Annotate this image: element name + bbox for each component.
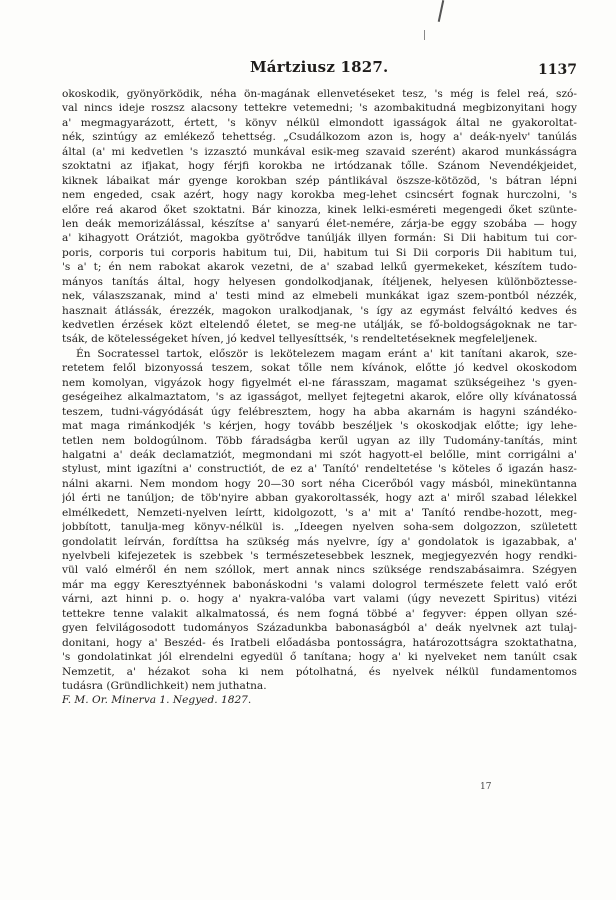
text-line: jól érti ne tanúljon; de töb'nyire abban gyakoroltassék, hogy azt a' miről szabad lélekkel — [62, 492, 577, 505]
text-line: okoskodik, gyönyörködik, néha ön-magának ellenvetéseket tesz, 's még is felel reá, szó- — [62, 88, 577, 100]
text-line: nálni akarni. Nem mondom hogy 20—30 sort néha Cicerőból vagy másból, mineküntanna — [62, 477, 577, 490]
text-line: donitani, hogy a' Beszéd- és Iratbeli előadásba pontosságra, határozottságra szoktathatna, — [62, 636, 577, 649]
text-line: stylust, mint igazítni a' constructiót, de ez a' Tanító' rendeltetése 's köteles ő igazán hasz- — [62, 463, 577, 476]
text-line: poris, corporis tui corporis habitum tui, Dii, habitum tui Si Dii corporis Dii habitum tui, — [62, 246, 577, 259]
signature-number: 17 — [480, 782, 492, 792]
text-line: kedvetlen érzések közt eltelendő életet, se meg-ne utálják, se fő-boldogságoknak ne tar- — [62, 319, 577, 331]
text-line: előre reá akarod őket szoktatni. Bár kinozza, kinek lelki-esméreti megengedi őket szünte- — [62, 203, 577, 216]
text-line: tsák, de kötelességeket híven, jó kedvel tellyesíttsék, 's rendeltetéseknek megfeleljenek. — [62, 333, 538, 346]
page-header — [0, 58, 616, 84]
text-line: által (a' mi kedvetlen 's izzasztó munkával esik-meg szavaid szerént) akarod munkásságra — [62, 145, 577, 158]
text-line: hasznait átlássák, érezzék, magokon uralkodjanak, 's így az egymást felváltó kedves és — [62, 304, 577, 317]
text-line: Nemzetit, a' hézakot soha ki nem pótolhatná, és nyelvek nélkül fundamentomos — [62, 665, 577, 678]
text-line: szoktatni az ifjakat, hogy férjfi korokba ne irtódzanak tőlle. Szánom Nevendékjeidet, — [62, 160, 577, 173]
text-line: 's a' t; én nem rabokat akarok vezetni, de a' szabad lelkű gyermekeket, készítem tudo- — [62, 261, 577, 274]
text-line: 's gondolatinkat jól elrendelni egyedül ő tanítana; hogy a' ki nyelveket nem tanúlt csak — [62, 651, 577, 664]
text-line: tudásra (Gründlichkeit) nem juthatna. — [62, 679, 267, 692]
text-line: Én Socratessel tartok, először is lekötelezem magam eránt a' kit tanítani akarok, sze- — [76, 347, 577, 360]
text-line: nék, szintúgy az emlékező tehettség. „Csudálkozom azon is, hogy a' deák-nyelv' tanúlás — [62, 131, 577, 144]
text-line: jobbított, tanulja-meg könyv-nélkül is. „Ideegen nyelven soha-sem dolgozzon, született — [62, 521, 577, 534]
text-line: gyen felvilágosodott tudományos Századunkba babonaságból a' deák nyelvnek azt tulaj- — [62, 622, 577, 635]
source-citation: F. M. Or. Minerva 1. Negyed. 1827. — [62, 694, 252, 707]
text-line: a' megmagyarázott, értett, 's könyv nélkül elmondott igasságok által ne gyakoroltat- — [62, 116, 577, 129]
text-line: geségeihez alkalmaztatom, 's az igasságot, mellyet fejtegetni akarok, előre olly kívánatossá — [62, 391, 577, 404]
text-line: nem komolyan, vigyázok hogy figyelmét el-ne fárasszam, magamat szükségeihez 's gyen- — [62, 376, 577, 389]
ink-mark — [424, 30, 425, 40]
page-title: Mártziusz 1827. — [250, 58, 389, 76]
text-line: retetem felől bizonyossá teszem, sokat tőlle nem kívánok, előtte jó kedvel okoskodom — [62, 362, 577, 375]
text-line: len deák memorizálással, készítse a' sanyarú élet-nemére, zárja-be eggy szobába — hogy — [62, 217, 577, 230]
text-line: nyelvbeli kifejezetek is szebbek 's természetesebbek lesznek, megjegyezvén hogy rendki- — [62, 550, 577, 562]
page-number: 1137 — [538, 62, 577, 78]
text-line: elmélkedett, Nemzeti-nyelven leírtt, kidolgozott, 's a' mit a' Tanító rendbe-hozott, meg- — [62, 506, 577, 519]
text-line: mányos tanítás által, hogy helyesen gondolkodjanak, ítéljenek, helyesen különböztesse- — [62, 275, 577, 288]
text-line: nek, válaszszanak, mind a' testi mind az elmebeli munkákat igaz szem-pontból nézzék, — [62, 290, 577, 303]
text-line: kiknek lábaikat már gyenge korokban szép pántlikával öszsze-kötözöd, 's bátran lépni — [62, 174, 577, 187]
text-line: val nincs ideje roszsz alacsony tettekre vetemedni; 's azombakitudná megbizonyitani hogy — [62, 102, 577, 115]
text-line: gondolatit leírván, fordíttsa ha szükség más nyelvre, így a' gondolatok is igazabbak, a' — [62, 535, 577, 548]
ink-mark — [438, 0, 445, 22]
text-line: várni, azt hinni p. o. hogy a' nyakra-valóba vart valami (úgy nevezett Spiritus) vitézi — [62, 593, 577, 606]
text-line: tettekre tenne valakit alkalmatossá, és nem fogná többé a' fegyver: éppen ollyan szé- — [62, 607, 577, 620]
text-line: már ma eggy Keresztyénnek babonáskodni 's valami dologrol természete felett való erőt — [62, 578, 577, 591]
text-line: tetlen nem boldogúlnom. Több fáradságba kerűl ugyan az illy Tudomány-tanítás, mint — [62, 434, 577, 447]
text-line: nem engeded, csak azért, hogy nagy korokba meg-lehet csincsért fognak hurczolni, 's — [62, 189, 577, 202]
text-line: halgatni a' deák declamatziót, megmondani mi szót hagyott-el belőlle, mint corrigálni a' — [62, 448, 577, 461]
body-text — [62, 87, 577, 708]
text-line: mat maga rimánkodjék 's kérjen, hogy tovább beszéljek 's okoskodjak előtte; igy lehe- — [62, 420, 577, 433]
text-line: teszem, tudni-vágyódását úgy felébresztem, hogy ha abba akarnám is hagyni szándéko- — [62, 405, 577, 418]
text-line: vül való elméről én nem szóllok, mert annak nincs szüksége rendszabásaimra. Szégyen — [62, 564, 577, 577]
text-line: a' kihagyott Orátziót, magokba gyötrődve tanúlják illyen formán: Si Dii habitum tui cor- — [62, 232, 577, 245]
